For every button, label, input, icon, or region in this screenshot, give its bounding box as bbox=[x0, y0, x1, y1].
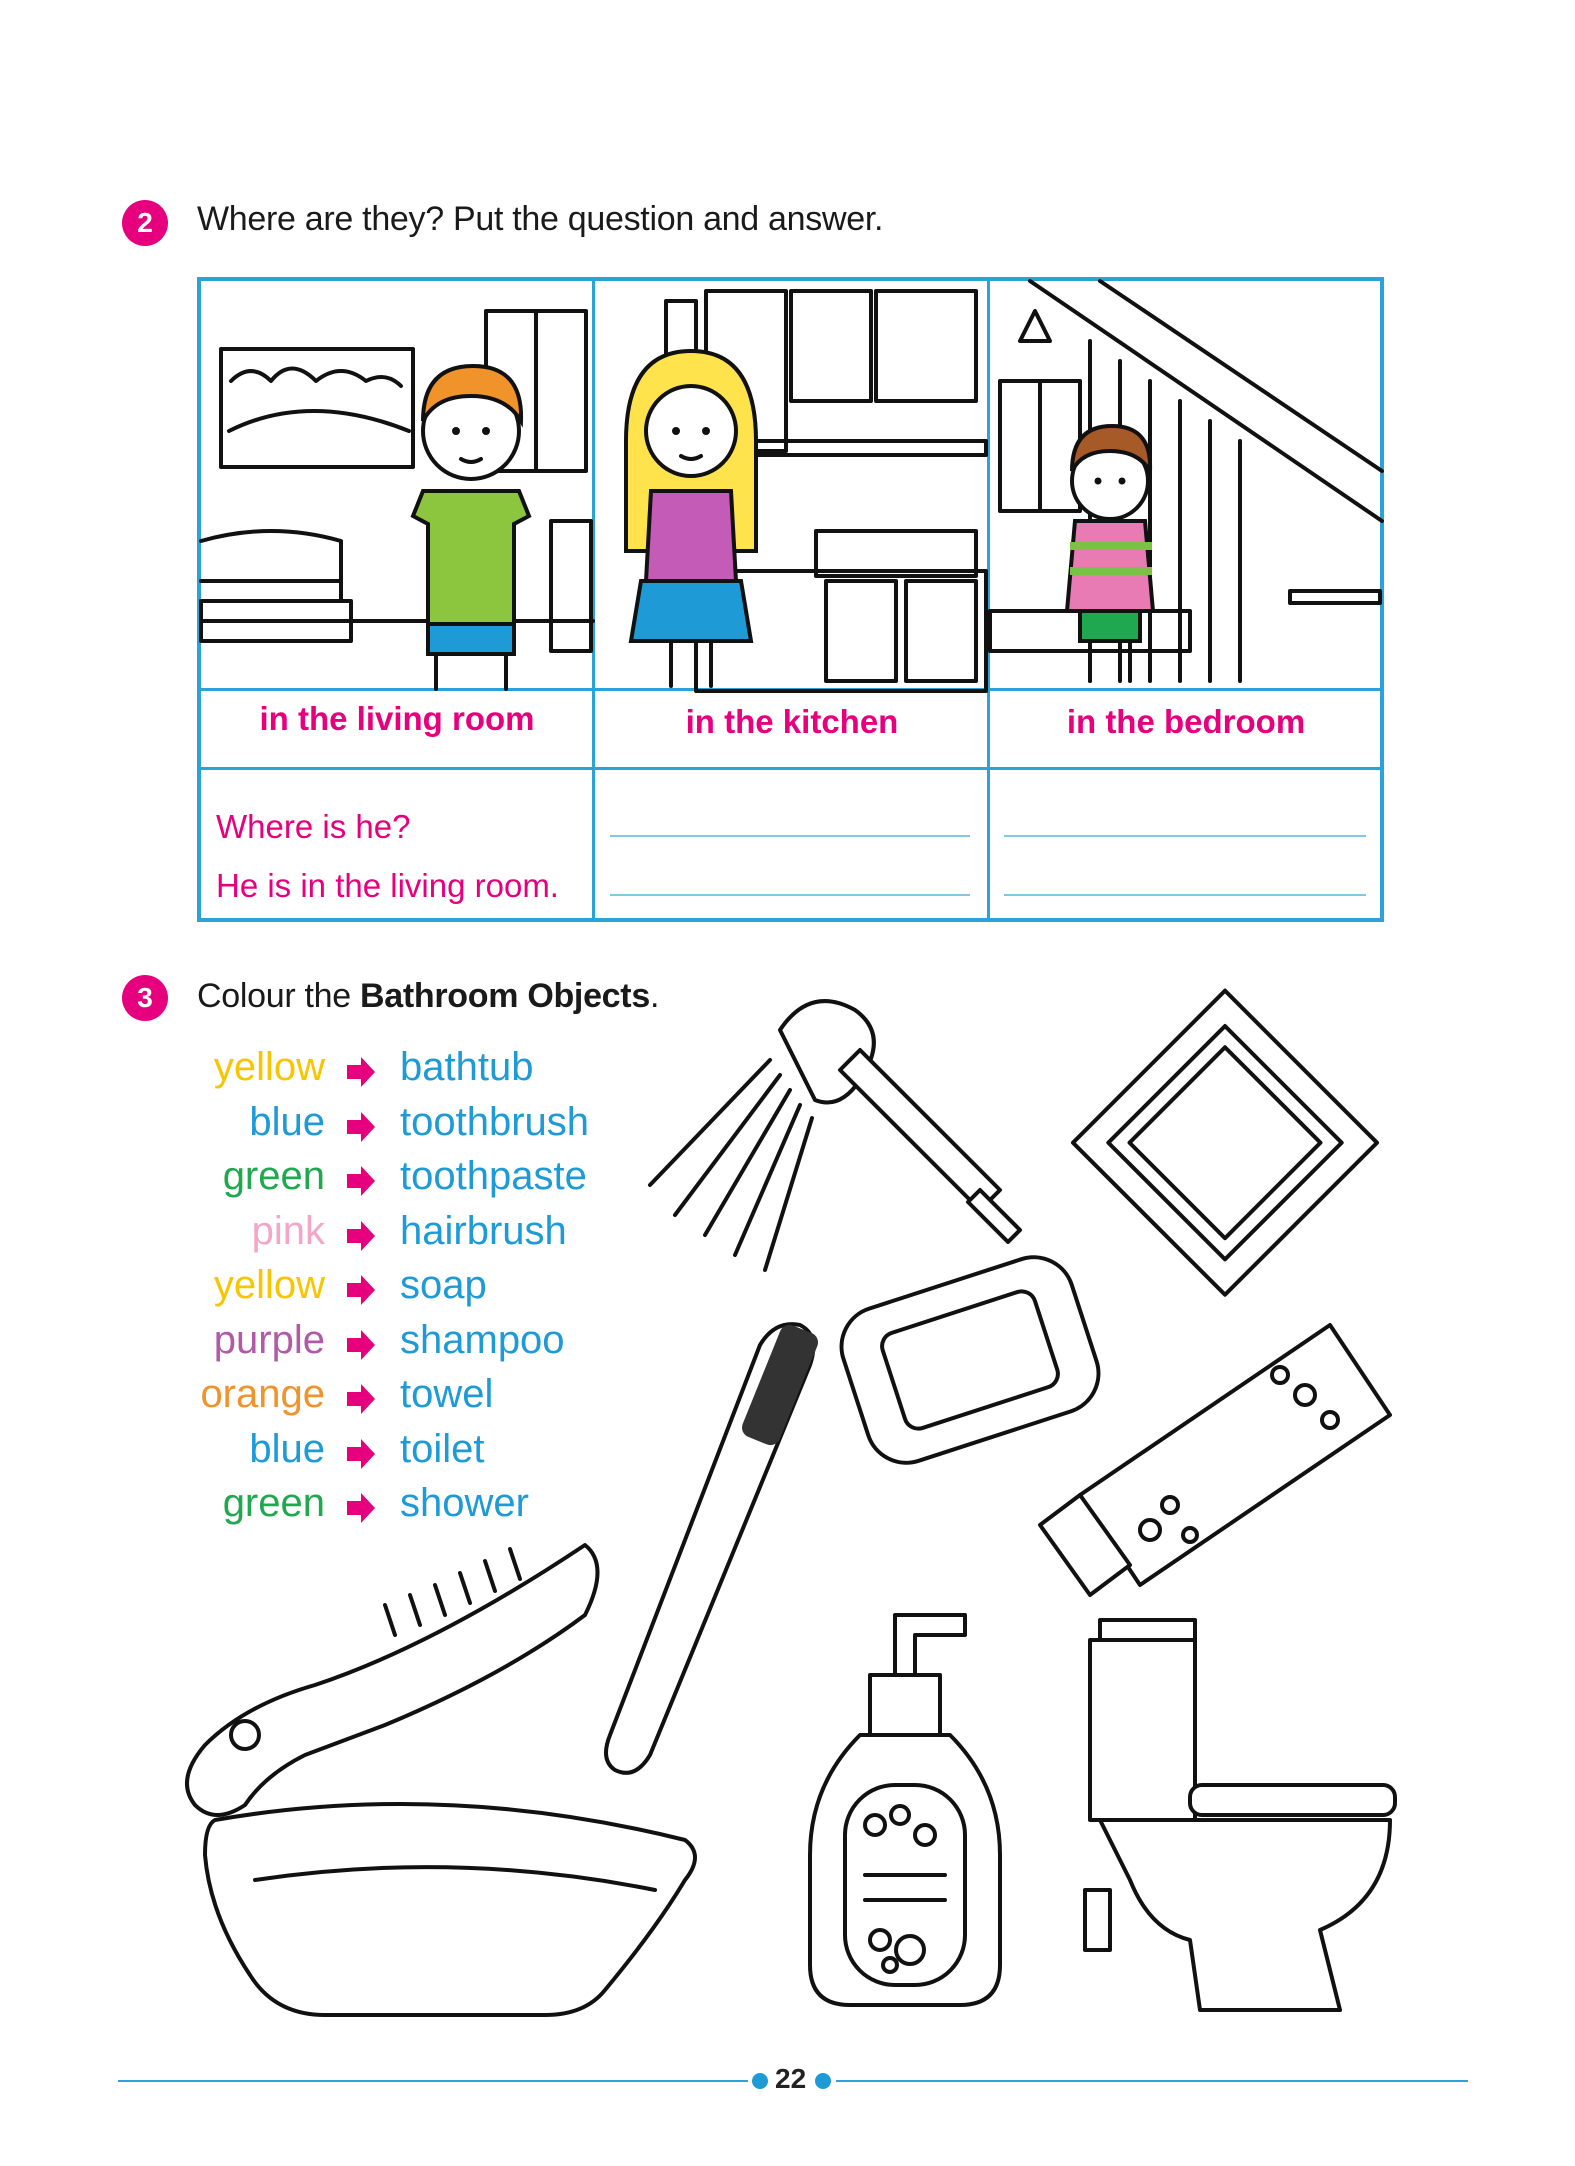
footer-dot-right bbox=[815, 2073, 831, 2089]
instruction-bold: Bathroom Objects bbox=[360, 977, 650, 1015]
footer-line-left bbox=[118, 2080, 748, 2082]
instruction-prefix: Colour the bbox=[197, 977, 361, 1015]
arrow-right-icon bbox=[345, 1275, 375, 1305]
shampoo-bottle-drawing[interactable] bbox=[805, 1605, 1005, 2015]
bathtub-drawing[interactable] bbox=[195, 1790, 705, 2030]
arrow-right-icon bbox=[345, 1112, 375, 1142]
living-room-illustration bbox=[201, 281, 593, 689]
footer-dot-left bbox=[752, 2073, 768, 2089]
label-kitchen: in the kitchen bbox=[685, 703, 899, 740]
key-item-2: toothpaste bbox=[400, 1154, 587, 1198]
key-colour-0: yellow bbox=[213, 1045, 325, 1089]
key-colour-7: blue bbox=[249, 1426, 325, 1471]
example-question: Where is he? bbox=[216, 808, 411, 845]
key-item-5: shampoo bbox=[400, 1317, 565, 1362]
key-item-0: bathtub bbox=[400, 1045, 534, 1089]
toothbrush-drawing[interactable] bbox=[600, 1305, 830, 1785]
key-item-6: towel bbox=[400, 1372, 494, 1416]
label-bedroom: in the bedroom bbox=[1066, 703, 1306, 740]
key-item-4: soap bbox=[400, 1263, 487, 1307]
arrow-right-icon bbox=[345, 1330, 375, 1360]
key-item-8: shower bbox=[400, 1481, 529, 1525]
kitchen-illustration bbox=[596, 281, 988, 689]
key-item-3: hairbrush bbox=[400, 1208, 567, 1253]
answer-line-kitchen-question[interactable] bbox=[610, 835, 970, 837]
exercise-2-number: 2 bbox=[122, 200, 168, 246]
key-item-1: toothbrush bbox=[400, 1099, 590, 1144]
page-number: 22 bbox=[775, 2063, 807, 2094]
arrow-right-icon bbox=[345, 1166, 375, 1196]
hairbrush-drawing[interactable] bbox=[195, 1525, 615, 1805]
label-living-room: in the living room bbox=[259, 700, 535, 737]
key-item-7: toilet bbox=[400, 1426, 485, 1471]
key-colour-6: orange bbox=[200, 1372, 325, 1416]
example-answer: He is in the living room. bbox=[216, 867, 559, 904]
arrow-right-icon bbox=[345, 1493, 375, 1523]
footer-line-right bbox=[836, 2080, 1468, 2082]
answer-line-bedroom-question[interactable] bbox=[1004, 835, 1366, 837]
exercise-3-number: 3 bbox=[122, 975, 168, 1021]
key-colour-2: green bbox=[222, 1154, 325, 1198]
arrow-right-icon bbox=[345, 1439, 375, 1469]
key-colour-3: pink bbox=[251, 1208, 325, 1253]
arrow-right-icon bbox=[345, 1384, 375, 1414]
shower-head-drawing[interactable] bbox=[630, 970, 1060, 1270]
answer-line-bedroom-answer[interactable] bbox=[1004, 894, 1366, 896]
arrow-right-icon bbox=[345, 1057, 375, 1087]
key-colour-8: green bbox=[222, 1481, 325, 1525]
answer-line-kitchen-answer[interactable] bbox=[610, 894, 970, 896]
exercise-2-instruction: Where are they? Put the question and answer. bbox=[197, 200, 884, 238]
exercise-3-instruction bbox=[197, 977, 659, 1016]
toilet-drawing[interactable] bbox=[1090, 1610, 1400, 2020]
key-colour-5: purple bbox=[213, 1317, 325, 1362]
toothpaste-drawing[interactable] bbox=[1030, 1305, 1400, 1615]
arrow-right-icon bbox=[345, 1221, 375, 1251]
key-colour-4: yellow bbox=[213, 1263, 325, 1307]
bedroom-illustration bbox=[990, 281, 1382, 689]
key-colour-1: blue bbox=[249, 1099, 325, 1144]
instruction-suffix: . bbox=[649, 977, 660, 1015]
